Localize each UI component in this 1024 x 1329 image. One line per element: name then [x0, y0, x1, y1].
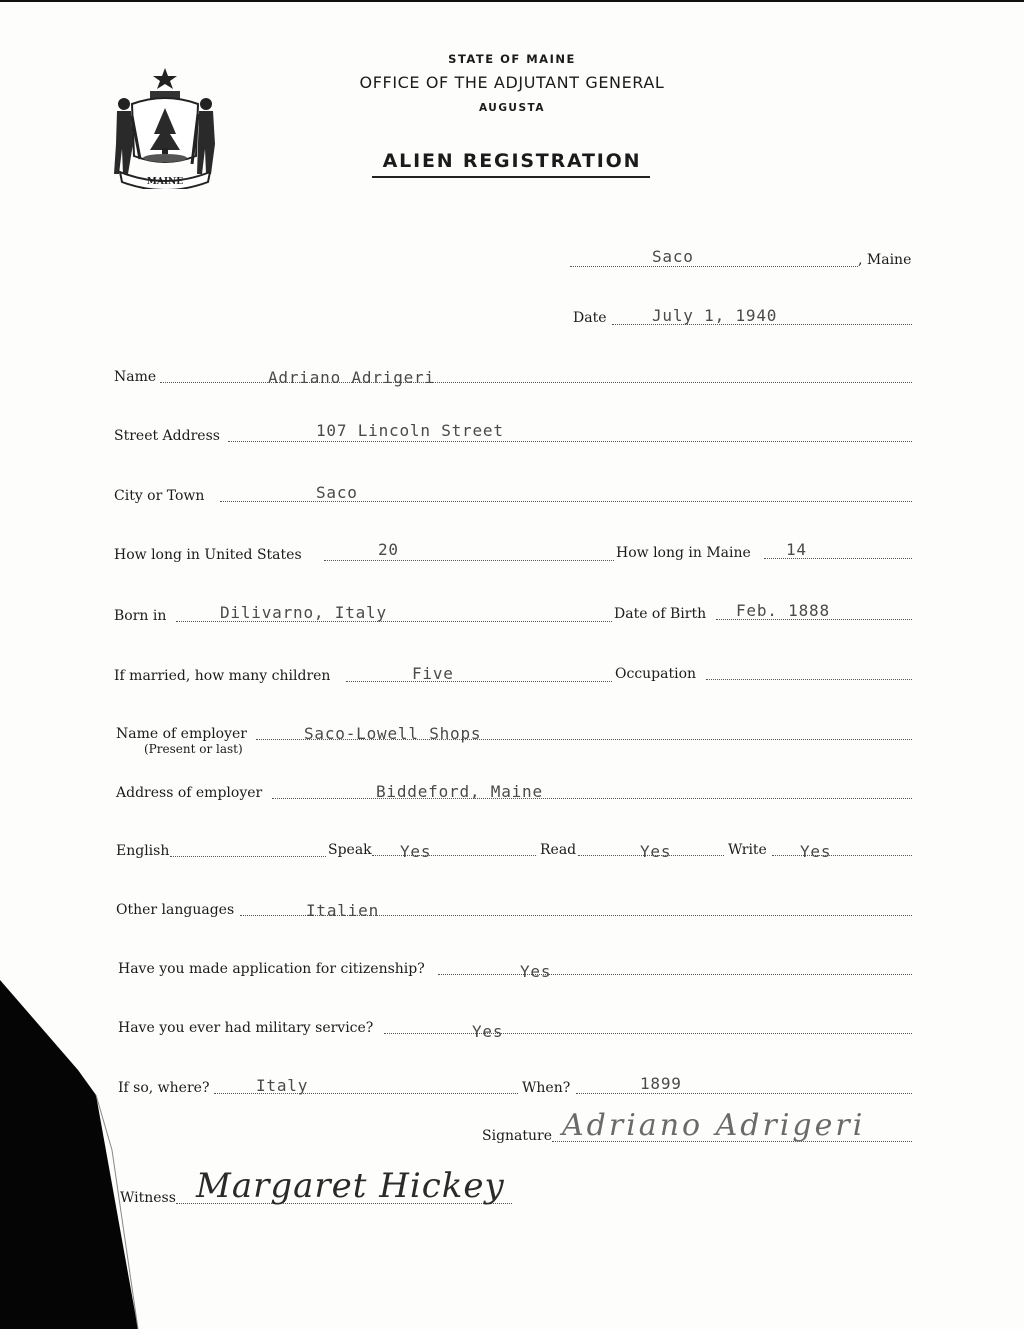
- read-value: Yes: [640, 842, 672, 861]
- street-line: [228, 441, 912, 442]
- write-value: Yes: [800, 842, 832, 861]
- military-value: Yes: [472, 1022, 504, 1041]
- place-suffix: , Maine: [858, 252, 912, 268]
- place-value: Saco: [652, 247, 694, 266]
- english-line: [170, 856, 326, 857]
- citizenship-label: Have you made application for citizenship?: [118, 961, 425, 977]
- occupation-line: [706, 679, 912, 680]
- city-heading: AUGUSTA: [478, 102, 545, 114]
- other-languages-label: Other languages: [116, 902, 235, 918]
- citizenship-value: Yes: [520, 962, 552, 981]
- date-label: Date: [573, 310, 607, 326]
- military-label: Have you ever had military service?: [118, 1020, 374, 1036]
- citizenship-line: [438, 974, 912, 975]
- children-line: [346, 681, 612, 682]
- name-label: Name: [114, 369, 157, 385]
- witness-label: Witness: [120, 1190, 176, 1206]
- employer-label: Name of employer: [116, 726, 247, 742]
- when-label: When?: [522, 1080, 571, 1096]
- english-label: English: [116, 843, 170, 859]
- seal-banner-text: MAINE: [146, 177, 184, 187]
- signature-handwriting: Adriano Adrigeri: [562, 1108, 866, 1143]
- us-years-value: 20: [378, 540, 399, 559]
- read-label: Read: [540, 842, 577, 858]
- signature-label: Signature: [482, 1128, 553, 1144]
- where-value: Italy: [256, 1076, 309, 1095]
- other-languages-value: Italien: [306, 901, 380, 920]
- employer-value: Saco-Lowell Shops: [304, 724, 482, 743]
- when-line: [576, 1093, 912, 1094]
- street-label: Street Address: [114, 428, 220, 444]
- city-label: City or Town: [114, 488, 205, 504]
- name-value: Adriano Adrigeri: [268, 368, 435, 387]
- place-line: [570, 266, 858, 267]
- employer-address-line: [272, 798, 912, 799]
- city-value: Saco: [316, 483, 358, 502]
- dob-label: Date of Birth: [614, 606, 707, 622]
- children-value: Five: [412, 664, 454, 683]
- maine-years-label: How long in Maine: [616, 545, 751, 561]
- when-value: 1899: [640, 1074, 682, 1093]
- title-underline: [372, 176, 650, 178]
- where-label: If so, where?: [118, 1080, 210, 1096]
- state-heading: STATE OF MAINE: [448, 52, 576, 66]
- date-value: July 1, 1940: [652, 306, 778, 325]
- occupation-label: Occupation: [615, 666, 697, 682]
- dob-value: Feb. 1888: [736, 601, 830, 620]
- form-title: ALIEN REGISTRATION: [382, 150, 642, 172]
- write-label: Write: [728, 842, 767, 858]
- employer-address-value: Biddeford, Maine: [376, 782, 543, 801]
- employer-address-label: Address of employer: [116, 785, 263, 801]
- street-value: 107 Lincoln Street: [316, 421, 504, 440]
- born-in-label: Born in: [114, 608, 167, 624]
- speak-label: Speak: [328, 842, 372, 858]
- born-in-value: Dilivarno, Italy: [220, 603, 387, 622]
- children-label: If married, how many children: [114, 668, 331, 684]
- military-line: [384, 1033, 912, 1034]
- employer-sublabel: (Present or last): [144, 742, 243, 756]
- witness-handwriting: Margaret Hickey: [196, 1166, 505, 1206]
- speak-value: Yes: [400, 842, 432, 861]
- speak-line: [372, 855, 536, 856]
- us-years-line: [324, 560, 614, 561]
- us-years-label: How long in United States: [114, 547, 302, 563]
- write-line: [772, 855, 912, 856]
- office-heading: OFFICE OF THE ADJUTANT GENERAL: [359, 73, 665, 92]
- maine-years-value: 14: [786, 540, 807, 559]
